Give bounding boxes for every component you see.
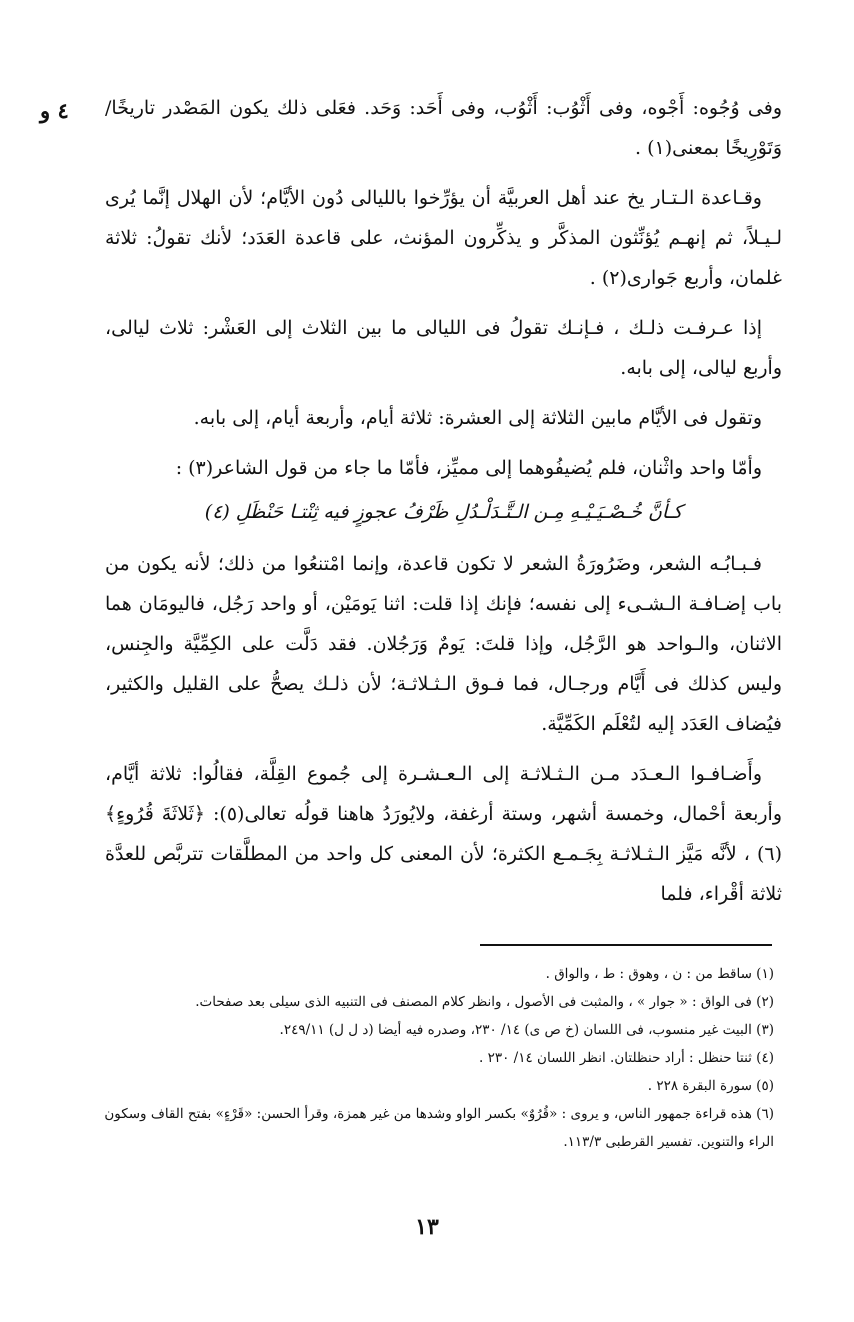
paragraph-3: إذا عـرفـت ذلـك ، فـإنـك تقولُ فى الليالى ما بين الثلاث إلى العَشْر: ثلاث ليالى، وأربع ليالى، إلى بابه. — [105, 317, 782, 379]
poetry-verse: كـأنَّ خُـصْـيَـيْـهِ مِـن الـتَّـدَلْـدُلِ ظَرْفُ عجوزٍ فيه ثِنْتـا حَنْظَلِ (٤) — [204, 501, 683, 523]
footnote-5: (٥) سورة البقرة ٢٢٨ . — [647, 1078, 774, 1094]
main-text-block — [105, 88, 782, 924]
footnote-1: (١) ساقط من : ن ، وهوق : ط ، والواق . — [545, 966, 774, 982]
footnotes-block — [100, 960, 774, 1156]
footnote-6: (٦) هذه قراءة جمهور الناس، و يروى : «قُرُوٌ» بكسر الواو وشدها من غير همزة، وقرأ الحسن: «قَرْءٍ» بفتح القاف وسكون الراء والتنوين. تفسير القرطبى ١١٣/٣. — [104, 1106, 774, 1150]
footnote-2: (٢) فى الواق : « جوار » ، والمثبت فى الأصول ، وانظر كلام المصنف فى التنبيه الذى سيلى بعد صفحات. — [195, 994, 774, 1010]
footnote-separator — [480, 944, 772, 946]
paragraph-2: وقـاعدة الـتـار يخ عند أهل العربيَّة أن يؤرِّخوا بالليالى دُون الأيَّام؛ لأن الهلال إنَّما يُرى لـيـلاً، ثم إنهـم يُؤنِّثون المذكَّر و يذكِّرون المؤنث، على قاعدة العَدَد؛ لأنك تقولُ: ثلاثة غلمان، وأربع جَوارى(٢) . — [105, 187, 782, 289]
paragraph-1: وفى وُجُوه: أَجْوه، وفى أَثْوُب: أَثْوُب، وفى أَحَد: وَحَد. فعَلى ذلك يكون المَصْدر تاريخًا/ وَتَوْرِيخًا بمعنى(١) . — [105, 97, 782, 159]
page-number: ١٣ — [415, 1214, 439, 1240]
paragraph-6: فـبـابُـه الشعر، وضَرُورَةُ الشعر لا تكون قاعدة، وإنما امْتنعُوا من ذلك؛ لأنه يكون من باب إضـافـة الـشـىء إلى نفسه؛ فإنك إذا قلت: اثنا يَومَيْن، أو واحد رَجُل، فاليومَان هما الاثنان، والـواحد هو الرَّجُل، وإذا قلتَ: يَومٌ وَرَجُلان. فقد دَلَّت على الكِمِّيَّة والجِنس، وليس كذلك فى أَيَّام ورجـال، فما فـوق الـثـلاثـة؛ لأن ذلـك يصحُّ على القليل والكثير، فيُضاف العَدَد إليه لتُعْلَم الكَمِّيَّة. — [105, 553, 782, 735]
paragraph-7: وأَضـافـوا الـعـدَد مـن الـثـلاثـة إلى الـعـشـرة إلى جُموع القِلَّة، فقالُوا: ثلاثة أيَّام، وأربعة أحْمال، وخمسة أشهر، وستة أرغفة، ولايُورَدُ هاهنا قولُه تعالى(٥): ﴿ثَلاثَةَ قُرُوءٍ﴾(٦) ، لأنَّه مَيَّز الـثـلاثـة بِجَـمـع الكثرة؛ لأن المعنى كل واحد من المطلَّقات تتربَّص للعدَّة ثلاثة أقْراء، فلما — [105, 763, 782, 905]
footnote-4: (٤) ثنتا حنظل : أراد حنظلتان. انظر اللسان ١٤/ ٢٣٠ . — [479, 1050, 774, 1066]
footnote-3: (٣) البيت غير منسوب، فى اللسان (خ ص ى) ١٤/ ٢٣٠، وصدره فيه أيضا (د ل ل) ٢٤٩/١١. — [279, 1022, 774, 1038]
paragraph-5: وأمّا واحد واثْنان، فلم يُضيفُوهما إلى مميِّز، فأمّا ما جاء من قول الشاعر(٣) : — [175, 457, 762, 479]
paragraph-4: وتقول فى الأيَّام مابين الثلاثة إلى العشرة: ثلاثة أيام، وأربعة أيام، إلى بابه. — [193, 407, 762, 429]
margin-folio-reference: ٤ و — [40, 98, 69, 123]
